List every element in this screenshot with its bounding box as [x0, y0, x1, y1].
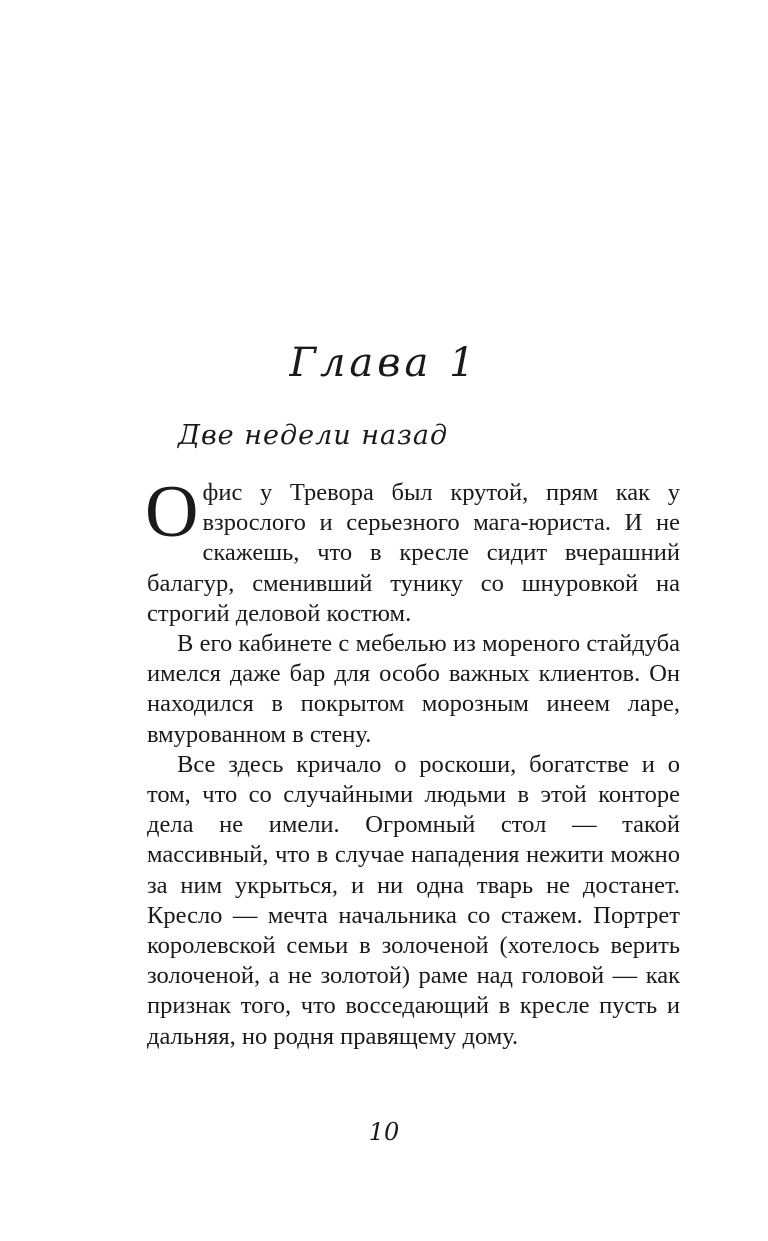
- paragraph-text: В его кабинете с мебелью из мореного стайдуба имелся даже бар для особо важных клиентов. Он находился в покрытом морозным инеем ларе, вмурованном в стену.: [147, 630, 680, 748]
- paragraph-text: фис у Тревора был крутой, прям как у взрослого и серьезного мага-юриста. И не скажешь, что в кресле сидит вчерашний балагур, сменивший тунику со шнуровкой на строгий деловой костюм.: [147, 479, 680, 627]
- drop-cap: О: [145, 471, 199, 553]
- chapter-title: Глава 1: [289, 340, 479, 386]
- chapter-subtitle: Две недели назад: [178, 420, 449, 451]
- paragraph: [147, 750, 680, 1052]
- page-number: 10: [368, 1118, 400, 1146]
- paragraph: [145, 471, 680, 629]
- paragraph-text: Все здесь кричало о роскоши, богатстве и о том, что со случайными людьми в этой конторе дела не имели. Огромный стол — такой массивный, что в случае нападения нежити можно за ним укрыться, и ни одна тварь не достанет. Кресло — мечта начальника со стажем. Портрет королевской семьи в золоченой (хотелось верить золоченой, а не золотой) раме над головой — как признак того, что восседающий в кресле пусть и дальняя, но родня правящему дому.: [147, 750, 680, 1050]
- body-text: [145, 471, 680, 1052]
- paragraph: [147, 629, 680, 750]
